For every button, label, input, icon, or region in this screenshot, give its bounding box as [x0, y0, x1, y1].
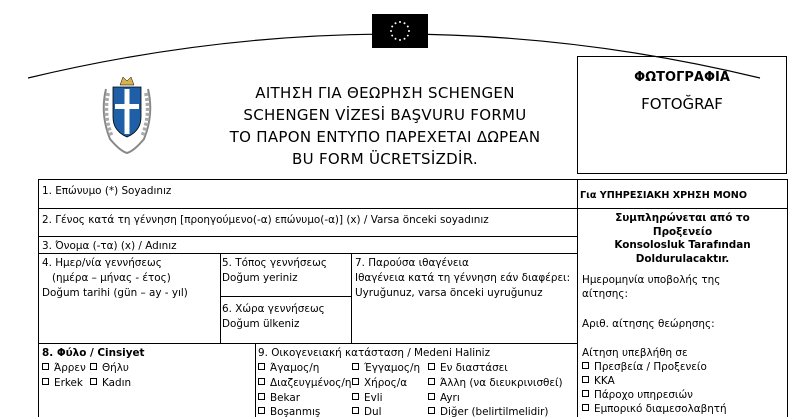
sidebar-date-label: Ημερομηνία υποβολής της αίτησης: — [582, 274, 721, 300]
field-5-line-2: Doğum yeriniz — [222, 272, 298, 284]
checkbox[interactable] — [582, 404, 589, 411]
field-7-line-1: Παρούσα ιθαγένεια — [368, 257, 469, 269]
greek-coat-of-arms-icon — [96, 69, 158, 157]
field-9-title: Οικογενειακή κατάσταση / Medeni Haliniz — [271, 347, 491, 359]
field-8-label — [42, 347, 145, 360]
field-9-label — [258, 347, 490, 360]
sidebar-option-service-provider[interactable]: Πάροχο υπηρεσιών — [582, 389, 693, 403]
checkbox[interactable] — [90, 378, 97, 385]
sidebar-row-divider — [577, 208, 788, 209]
field-8-number: 8. — [42, 347, 54, 359]
col-divider-4-5 — [220, 253, 221, 343]
field-8-option-female-gr[interactable]: Θήλυ — [90, 362, 129, 375]
field-8-option-male-gr[interactable]: Άρρεν — [42, 362, 86, 375]
checkbox[interactable] — [582, 390, 589, 397]
checkbox[interactable] — [582, 362, 589, 369]
field-9-option-single-tr[interactable]: Bekar — [258, 392, 300, 405]
col-divider-8-9 — [255, 343, 256, 417]
field-5-number: 5. — [222, 257, 232, 269]
sidebar-option-embassy[interactable]: Πρεσβεία / Προξενείο — [582, 361, 707, 375]
table-top-border — [38, 179, 788, 180]
field-6-number: 6. — [222, 303, 232, 315]
title-line-1: ΑΙΤΗΣΗ ΓΙΑ ΘΕΩΡΗΣΗ SCHENGEN — [255, 84, 515, 102]
sidebar-number-label: Αριθ. αίτησης θεώρησης: — [582, 318, 715, 330]
row-divider-5-6 — [220, 296, 351, 297]
checkbox[interactable] — [352, 407, 359, 414]
checkbox[interactable] — [352, 393, 359, 400]
row-divider-4 — [38, 343, 578, 344]
field-4-label — [42, 257, 162, 270]
checkbox[interactable] — [42, 363, 49, 370]
field-9-option-widowed-tr[interactable]: Dul — [352, 406, 381, 419]
field-1-text: Επώνυμο (*) Soyadınız — [55, 185, 172, 197]
field-3-text: Όνομα (-τα) (x) / Adınız — [55, 240, 177, 252]
sidebar-consulate-note: Συμπληρώνεται από το Προξενείο Konsolosluk Tarafından Doldurulacaktır. — [614, 212, 751, 265]
field-2-text: Γένος κατά τη γέννηση [προηγούμενο(-α) επώνυμο(-α)] (x) / Varsa önceki soyadınız — [55, 214, 489, 226]
checkbox[interactable] — [258, 363, 265, 370]
checkbox[interactable] — [582, 376, 589, 383]
row-divider-1 — [38, 208, 578, 209]
field-6-line-2: Doğum ülkeniz — [222, 318, 300, 330]
field-9-option-single-gr[interactable]: Άγαμος/η — [258, 362, 319, 375]
field-6-line-1: Χώρα γεννήσεως — [235, 303, 325, 315]
photo-label-greek: ΦΩΤΟΓΡΑΦΙΑ — [634, 70, 730, 85]
checkbox[interactable] — [258, 378, 265, 385]
field-9-option-separated-tr[interactable]: Ayrı — [428, 392, 460, 405]
sidebar-submitted-label: Αίτηση υπεβλήθη σε — [582, 347, 688, 359]
field-9-option-divorced-tr[interactable]: Boşanmış — [258, 406, 320, 419]
checkbox[interactable] — [428, 378, 435, 385]
field-8-option-male-tr[interactable]: Erkek — [42, 377, 83, 390]
field-9-option-other-gr[interactable]: Άλλη (να διευκρινισθεί) — [428, 377, 563, 390]
field-6-label — [222, 303, 325, 316]
field-9-option-married-gr[interactable]: Έγγαμος/η — [352, 362, 420, 375]
checkbox[interactable] — [428, 393, 435, 400]
field-9-option-other-tr[interactable]: Diğer (belirtilmelidir) — [428, 406, 548, 419]
table-left-border — [38, 179, 39, 417]
checkbox[interactable] — [352, 363, 359, 370]
sidebar-option-kka[interactable]: ΚΚΑ — [582, 375, 615, 389]
field-4-line-3: Doğum tarihi (gün – ay - yıl) — [42, 287, 188, 299]
field-4-number: 4. — [42, 257, 52, 269]
field-7-label — [355, 257, 469, 270]
eu-flag-icon — [372, 14, 428, 48]
field-3-label — [42, 240, 177, 253]
field-9-option-divorced-gr[interactable]: Διαζευγμένος/η — [258, 377, 351, 390]
photo-label-turkish: FOTOĞRAF — [641, 95, 723, 113]
sidebar-option-commercial-intermediary[interactable]: Εμπορικό διαμεσολαβητή — [582, 403, 727, 417]
sidebar-divider — [577, 179, 578, 417]
checkbox[interactable] — [258, 407, 265, 414]
field-7-line-3: Uyruğunuz, varsa önceki uyruğunuz — [355, 287, 543, 299]
sidebar-heading: Για ΥΠΗΡΕΣΙΑΚΗ ΧΡΗΣΗ ΜΟΝΟ — [580, 190, 747, 201]
checkbox[interactable] — [42, 378, 49, 385]
title-line-3: ΤΟ ΠΑΡΟΝ ΕΝΤΥΠΟ ΠΑΡΕΧΕΤΑΙ ΔΩΡΕΑΝ — [229, 128, 541, 146]
row-divider-3 — [38, 253, 578, 254]
checkbox[interactable] — [258, 393, 265, 400]
field-2-number: 2. — [42, 214, 52, 226]
field-9-option-widowed-gr[interactable]: Χήρος/α — [352, 377, 407, 390]
field-4-line-1: Ημερ/νία γεννήσεως — [55, 257, 162, 269]
row-divider-2 — [38, 236, 578, 237]
field-5-line-1: Τόπος γεννήσεως — [235, 257, 327, 269]
field-4-line-2: (ημέρα – μήνας - έτος) — [52, 272, 171, 284]
field-9-option-separated-gr[interactable]: Εν διαστάσει — [428, 362, 508, 375]
field-7-line-2: Ιθαγένεια κατά τη γέννηση εάν διαφέρει: — [355, 272, 571, 284]
checkbox[interactable] — [90, 363, 97, 370]
field-2-label — [42, 214, 489, 227]
col-divider-5-7 — [351, 253, 352, 343]
field-1-label — [42, 185, 171, 198]
title-line-4: BU FORM ÜCRETSİZDİR. — [292, 150, 478, 168]
field-8-option-female-tr[interactable]: Kadın — [90, 377, 131, 390]
field-1-number: 1. — [42, 185, 52, 197]
field-9-number: 9. — [258, 347, 268, 359]
checkbox[interactable] — [352, 378, 359, 385]
field-7-number: 7. — [355, 257, 365, 269]
title-line-2: SCHENGEN VİZESİ BAŞVURU FORMU — [243, 106, 527, 124]
field-3-number: 3. — [42, 240, 52, 252]
checkbox[interactable] — [428, 407, 435, 414]
table-right-border — [787, 179, 788, 417]
field-9-option-married-tr[interactable]: Evli — [352, 392, 383, 405]
photo-box — [577, 56, 787, 174]
field-5-label — [222, 257, 327, 270]
checkbox[interactable] — [428, 363, 435, 370]
field-8-title: Φύλο / Cinsiyet — [56, 347, 145, 359]
